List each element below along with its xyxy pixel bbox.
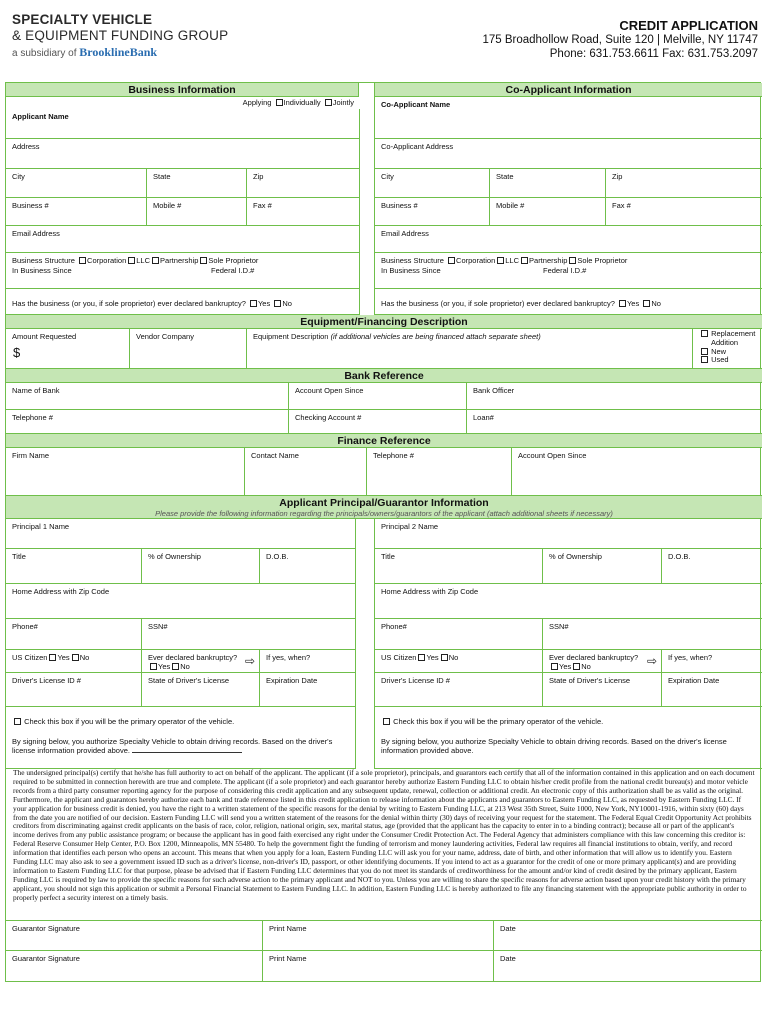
principal1-operator-checkbox[interactable]: [14, 718, 21, 725]
applicant-name-field[interactable]: [6, 109, 360, 139]
principal2-citizen-no-checkbox[interactable]: [441, 654, 448, 661]
zip-label: Zip: [253, 172, 264, 181]
used-checkbox[interactable]: [701, 356, 708, 363]
date-1-label: Date: [500, 924, 516, 933]
partnership-label: Partnership: [160, 256, 199, 265]
fax-label: Fax #: [253, 201, 272, 210]
principal1-ownership-field[interactable]: [142, 549, 260, 584]
coapplicant-email-field[interactable]: [374, 226, 762, 253]
principal1-expiration-field[interactable]: [260, 673, 356, 707]
loan-field[interactable]: [467, 410, 762, 434]
bank-name-field[interactable]: [6, 383, 289, 410]
principal1-authorize-line1: By signing below, you authorize Specialty Vehicle to obtain driving records. Based on the driver's: [12, 737, 333, 746]
principal2-bankrupt-yes: Yes: [559, 662, 572, 671]
principal1-ssn-field[interactable]: [142, 619, 356, 650]
principal1-expiration-label: Expiration Date: [266, 676, 318, 685]
principal2-authorization: [374, 707, 762, 769]
zip-field[interactable]: [247, 169, 360, 198]
coapplicant-state-field[interactable]: [490, 169, 606, 198]
principal2-authorize-line2: information provided above.: [381, 746, 474, 755]
logo-line2: & EQUIPMENT FUNDING GROUP: [12, 28, 229, 43]
principal1-signature-line[interactable]: [132, 746, 242, 753]
coapplicant-bankruptcy-text: Has the business (or you, if sole proprietor) ever declared bankruptcy?: [381, 299, 615, 308]
bank-officer-field[interactable]: [467, 383, 762, 410]
equipment-description-note: (if additional vehicles are being financed attach separate sheet): [330, 332, 541, 341]
coapplicant-in-business-since-label: In Business Since: [381, 266, 441, 275]
guarantor-signature-2-label: Guarantor Signature: [12, 954, 80, 963]
coapplicant-address-label: Co-Applicant Address: [381, 142, 454, 151]
coapplicant-structure-label: Business Structure: [381, 256, 444, 265]
bankruptcy-no-label: No: [282, 299, 292, 308]
principal1-license-label: Driver's License ID #: [12, 676, 81, 685]
state-field[interactable]: [147, 169, 247, 198]
print-name-1-label: Print Name: [269, 924, 307, 933]
principal1-bankrupt-label: Ever declared bankruptcy?: [148, 653, 238, 662]
logo-subsidiary: [12, 45, 157, 60]
coapplicant-bankruptcy-question: [374, 289, 762, 315]
coapplicant-sole-proprietor-label: Sole Proprietor: [577, 256, 628, 265]
principal1-authorization: [6, 707, 356, 769]
principal2-authorize-line1: By signing below, you authorize Specialty Vehicle to obtain driving records. Based on the driver's license: [381, 737, 727, 746]
principal1-ownership-label: % of Ownership: [148, 552, 201, 561]
checking-account-field[interactable]: [289, 410, 467, 434]
principal2-state-license-field[interactable]: [543, 673, 662, 707]
applying-options: [243, 98, 354, 107]
principal1-title-label: Title: [12, 552, 26, 561]
print-name-1-field[interactable]: [263, 921, 494, 951]
partnership-checkbox[interactable]: [152, 257, 159, 264]
principal1-if-yes-field[interactable]: [260, 650, 356, 673]
principal1-dob-label: D.O.B.: [266, 552, 289, 561]
finance-open-since-field[interactable]: [512, 448, 762, 496]
legal-disclosure: The undersigned principal(s) certify that he/she has full authority to act on behalf of the applicant. The applicant (if a sole proprietor), principals, and guarantors each certify that all of the information contained in this application and on each document required to be submitted in connection herewith are true and complete. The applicant (if a sole proprietor) and each guarantor hereby authorize Eastern Funding LLC to obtain his/her credit profile from the national credit bureau(s) and motor vehicle records from a third party consumer reporting agency for the purpose of considering this credit application and any subsequent update, renewal, collection or additional credit. An electronic copy of this authorization shall be as valid as the original. Furthermore, the applicant and guarantors hereby authorize each bank and trade reference listed in this credit application to release information about the applicants and guarantors to Eastern Funding LLC, as requested by Eastern Funding LLC. If your application for business credit is denied, you have the right to a written statement of the specific reasons for the denial by writing to Eastern Funding LLC, at 213 West 35th Street, Suite 1000, New York, NY10001-1916, within sixty (60) days from the date you are notified of our decision. Eastern Funding LLC will send you a written statement of the reasons for the denial within thirty (30) days of receiving your request for the statement. The Federal Equal Credit Opportunity Act prohibits creditors from discriminating against credit applicants on the basis of race, color, religion, national origin, sex, marital status, age (provided that the applicant has the capacity to enter in to a binding contract); because all or part of the applicant's income derives from any public assistance program; or because the applicant has in good faith exercised any right under the Consumer Credit Protection Act. The Federal Agency that administers compliance with this law concerning this creditor is: Federal Reserve Consumer Help Center, P.O. Box 1200, Minneapolis, MN 55480. To help the government fight the funding of terrorism and money laundering activities, Federal law requires all financial institutions to obtain, verify, and record information that identifies each person who opens an account. This means that when you apply for a loan, Eastern Funding LLC will ask you for your name, address, date of birth, and other information that will allow us to identify you. Eastern Funding LLC may also ask to see a government issued ID such as a driver's license, non-driver's ID, passport, or other identifying documents. If you intend to act as a guarantor for the credit of one or more primary applicant(s) and are providing information to Eastern Funding LLC for that purpose, please be advised that if Eastern Funding LLC determines that you do not meet its standards of creditworthiness for the amount and/or kind of credit desired by the primary applicant, Eastern Funding LLC is required by law to provide the specific reasons for such adverse action to the primary applicant and NOT to you. Unless you are willing to share the specific reasons for adverse action based upon your credit history with the primary applicant, you should not sign this application or submit a Personal Financial Statement to Eastern Funding LLC. In addition, Eastern Funding LLC is hereby authorized to file any financing statement with the appropriate public authority in order to properly perfect a security interest on a timely basis.: [13, 768, 755, 902]
bank-telephone-label: Telephone #: [12, 413, 53, 422]
bankruptcy-question: [6, 289, 360, 315]
coapplicant-bankruptcy-no-checkbox[interactable]: [643, 300, 650, 307]
new-checkbox[interactable]: [701, 348, 708, 355]
principal2-citizen-yes: Yes: [426, 653, 439, 662]
city-field[interactable]: [6, 169, 147, 198]
coapplicant-corporation-label: Corporation: [456, 256, 496, 265]
principal1-state-license-field[interactable]: [142, 673, 260, 707]
principal1-bankrupt-no: No: [180, 662, 190, 671]
logo-line1: SPECIALTY VEHICLE: [12, 12, 153, 27]
principal1-citizen-no-checkbox[interactable]: [72, 654, 79, 661]
principal2-citizen-field: [374, 650, 543, 673]
used-label: Used: [711, 355, 729, 365]
coapplicant-structure-row: [381, 256, 762, 265]
principal1-home-field[interactable]: [6, 584, 356, 619]
principal2-home-label: Home Address with Zip Code: [381, 587, 479, 596]
principal1-dob-field[interactable]: [260, 549, 356, 584]
coapplicant-information-heading: Co-Applicant Information: [374, 83, 762, 97]
principal2-bankrupt-label: Ever declared bankruptcy?: [549, 653, 639, 662]
principal2-home-field[interactable]: [374, 584, 762, 619]
coapplicant-mobile-field[interactable]: [490, 198, 606, 226]
bankruptcy-yes-checkbox[interactable]: [250, 300, 257, 307]
principal1-phone-field[interactable]: [6, 619, 142, 650]
coapplicant-bankruptcy-yes-checkbox[interactable]: [619, 300, 626, 307]
principal2-if-yes-label: If yes, when?: [668, 653, 713, 662]
coapplicant-city-label: City: [381, 172, 394, 181]
principal1-home-label: Home Address with Zip Code: [12, 587, 110, 596]
fax-field[interactable]: [247, 198, 360, 226]
principal2-ownership-field[interactable]: [543, 549, 662, 584]
coapplicant-business-phone-field[interactable]: [374, 198, 490, 226]
principal2-state-license-label: State of Driver's License: [549, 676, 631, 685]
bank-open-since-label: Account Open Since: [295, 386, 364, 395]
email-label: Email Address: [12, 229, 60, 238]
business-phone-field[interactable]: [6, 198, 147, 226]
principal2-bankrupt-no: No: [581, 662, 591, 671]
contact-name-field[interactable]: [245, 448, 367, 496]
address-label: Address: [12, 142, 40, 151]
mobile-label: Mobile #: [153, 201, 182, 210]
principal2-citizen-no: No: [448, 653, 459, 662]
principal1-authorize-line2: license information provided above.: [12, 746, 130, 755]
dollar-sign: $: [13, 345, 21, 360]
bankruptcy-question-text: Has the business (or you, if sole proprietor) ever declared bankruptcy?: [12, 299, 246, 308]
individually-checkbox[interactable]: [276, 99, 283, 106]
coapplicant-email-label: Email Address: [381, 229, 429, 238]
principal1-citizen-no: No: [79, 653, 90, 662]
principal2-phone-field[interactable]: [374, 619, 543, 650]
principal2-license-field[interactable]: [374, 673, 543, 707]
coapplicant-business-phone-label: Business #: [381, 201, 418, 210]
principal1-name-field[interactable]: [6, 519, 356, 549]
guarantor-signature-1-field[interactable]: [6, 921, 263, 951]
principal2-expiration-label: Expiration Date: [668, 676, 720, 685]
date-2-label: Date: [500, 954, 516, 963]
vendor-company-field[interactable]: [130, 329, 247, 369]
coapplicant-llc-checkbox[interactable]: [497, 257, 504, 264]
coapplicant-fax-field[interactable]: [606, 198, 762, 226]
email-field[interactable]: [6, 226, 360, 253]
individually-label: Individually: [283, 98, 321, 107]
principal2-title-field[interactable]: [374, 549, 543, 584]
coapplicant-bankruptcy-no-label: No: [651, 299, 661, 308]
principal2-operator-label: Check this box if you will be the primary operator of the vehicle.: [393, 717, 604, 726]
applying-label: Applying: [242, 98, 272, 107]
principal1-bankrupt-no-checkbox[interactable]: [172, 663, 179, 670]
coapplicant-name-label: Co-Applicant Name: [381, 100, 451, 109]
equipment-description-field[interactable]: [247, 329, 693, 369]
principal1-citizen-field: [6, 650, 142, 673]
business-phone-label: Business #: [12, 201, 49, 210]
principal1-phone-label: Phone#: [12, 622, 38, 631]
sole-proprietor-checkbox[interactable]: [200, 257, 207, 264]
principal1-state-license-label: State of Driver's License: [148, 676, 230, 685]
equipment-options: [693, 329, 762, 369]
principal1-citizen-label: US Citizen: [12, 653, 48, 662]
brookline-bank-logo: BrooklineBank: [79, 45, 158, 59]
bank-telephone-field[interactable]: [6, 410, 289, 434]
finance-telephone-field[interactable]: [367, 448, 512, 496]
replacement-checkbox[interactable]: [701, 330, 708, 337]
vendor-company-label: Vendor Company: [136, 332, 194, 341]
bankruptcy-no-checkbox[interactable]: [274, 300, 281, 307]
coapplicant-corporation-checkbox[interactable]: [448, 257, 455, 264]
principal1-bankrupt-yes: Yes: [158, 662, 171, 671]
principal-subheading: Please provide the following information regarding the principals/owners/guarantors of the applicant (attach additional sheets if necessary): [6, 509, 762, 519]
coapplicant-information-section: [374, 83, 762, 315]
right-arrow-icon: ⇨: [244, 654, 255, 668]
mobile-field[interactable]: [147, 198, 247, 226]
coapplicant-partnership-checkbox[interactable]: [521, 257, 528, 264]
finance-reference-heading: Finance Reference: [6, 434, 762, 448]
corporation-label: Corporation: [87, 256, 127, 265]
firm-name-label: Firm Name: [12, 451, 50, 460]
equipment-description-label: Equipment Description: [253, 332, 329, 341]
date-1-field[interactable]: [494, 921, 762, 951]
amount-requested-label: Amount Requested: [12, 332, 77, 341]
principal1-license-field[interactable]: [6, 673, 142, 707]
principal2-bankrupt-field: [543, 650, 662, 673]
coapplicant-state-label: State: [496, 172, 514, 181]
principal-heading: Applicant Principal/Guarantor Information: [6, 496, 762, 509]
principal1-citizen-yes-checkbox[interactable]: [49, 654, 56, 661]
page-header: [0, 0, 770, 80]
equipment-heading: Equipment/Financing Description: [6, 315, 762, 329]
amount-requested-field[interactable]: [6, 329, 130, 369]
coapplicant-name-field[interactable]: [374, 97, 762, 139]
contact-name-label: Contact Name: [251, 451, 299, 460]
principal2-citizen-label: US Citizen: [381, 653, 417, 662]
applicant-name-label: Applicant Name: [12, 112, 69, 121]
addition-label: Addition: [711, 337, 739, 347]
llc-label: LLC: [136, 256, 151, 265]
jointly-checkbox[interactable]: [325, 99, 332, 106]
principal1-citizen-yes: Yes: [57, 653, 70, 662]
principal2-name-label: Principal 2 Name: [381, 522, 439, 531]
date-2-field[interactable]: [494, 951, 762, 982]
replacement-label: Replacement: [711, 329, 756, 338]
bank-officer-label: Bank Officer: [473, 386, 515, 395]
principal2-bankrupt-no-checkbox[interactable]: [573, 663, 580, 670]
address-field[interactable]: [6, 139, 360, 169]
coapplicant-city-field[interactable]: [374, 169, 490, 198]
coapplicant-llc-label: LLC: [505, 256, 520, 265]
principal1-bankrupt-field: [142, 650, 260, 673]
business-structure-row: [12, 256, 359, 265]
form-title: CREDIT APPLICATION: [619, 18, 758, 33]
print-name-2-label: Print Name: [269, 954, 307, 963]
principal1-bankrupt-yes-checkbox[interactable]: [150, 663, 157, 670]
principal2-citizen-yes-checkbox[interactable]: [418, 654, 425, 661]
checking-account-label: Checking Account #: [295, 413, 362, 422]
new-label: New: [711, 346, 727, 356]
coapplicant-fax-label: Fax #: [612, 201, 631, 210]
coapplicant-address-field[interactable]: [374, 139, 762, 169]
loan-label: Loan#: [473, 413, 494, 422]
coapplicant-mobile-label: Mobile #: [496, 201, 525, 210]
principal2-bankrupt-yes-checkbox[interactable]: [551, 663, 558, 670]
coapplicant-zip-label: Zip: [612, 172, 623, 181]
print-name-2-field[interactable]: [263, 951, 494, 982]
credit-application-form: [5, 82, 761, 982]
in-business-since-label: In Business Since: [12, 266, 72, 275]
principal2-phone-label: Phone#: [381, 622, 407, 631]
principal2-dob-label: D.O.B.: [668, 552, 691, 561]
finance-open-since-label: Account Open Since: [518, 451, 587, 460]
coapplicant-zip-field[interactable]: [606, 169, 762, 198]
principal2-name-field[interactable]: [374, 519, 762, 549]
company-phone: Phone: 631.753.6611 Fax: 631.753.2097: [549, 48, 758, 60]
coapplicant-partnership-label: Partnership: [529, 256, 568, 265]
principal1-operator-label: Check this box if you will be the primary operator of the vehicle.: [24, 717, 235, 726]
bankruptcy-yes-label: Yes: [257, 299, 271, 308]
principal2-expiration-field[interactable]: [662, 673, 762, 707]
guarantor-signature-2-field[interactable]: [6, 951, 263, 982]
bank-reference-heading: Bank Reference: [6, 369, 762, 383]
federal-id-label: Federal I.D.#: [211, 266, 255, 275]
principal1-title-field[interactable]: [6, 549, 142, 584]
principal1-if-yes-label: If yes, when?: [266, 653, 311, 662]
coapplicant-sole-proprietor-checkbox[interactable]: [569, 257, 576, 264]
bank-name-label: Name of Bank: [12, 386, 60, 395]
principal2-ssn-label: SSN#: [549, 622, 569, 631]
firm-name-field[interactable]: [6, 448, 245, 496]
principal2-ownership-label: % of Ownership: [549, 552, 602, 561]
company-address: 175 Broadhollow Road, Suite 120 | Melville, NY 11747: [482, 34, 758, 46]
guarantor-signature-1-label: Guarantor Signature: [12, 924, 80, 933]
business-structure-field: [6, 253, 360, 289]
principal2-title-label: Title: [381, 552, 395, 561]
business-structure-label: Business Structure: [12, 256, 75, 265]
principal2-operator-checkbox[interactable]: [383, 718, 390, 725]
logo-subsidiary-text: a subsidiary of: [12, 48, 77, 59]
principal1-name-label: Principal 1 Name: [12, 522, 70, 531]
principal2-license-label: Driver's License ID #: [381, 676, 450, 685]
coapplicant-bankruptcy-yes-label: Yes: [626, 299, 640, 308]
finance-telephone-label: Telephone #: [373, 451, 414, 460]
bank-open-since-field[interactable]: [289, 383, 467, 410]
principal2-if-yes-field[interactable]: [662, 650, 762, 673]
coapplicant-federal-id-label: Federal I.D.#: [543, 266, 587, 275]
corporation-checkbox[interactable]: [79, 257, 86, 264]
city-label: City: [12, 172, 25, 181]
state-label: State: [153, 172, 171, 181]
principal1-ssn-label: SSN#: [148, 622, 168, 631]
jointly-label: Jointly: [332, 98, 354, 107]
business-information-heading: Business Information: [6, 83, 359, 97]
llc-checkbox[interactable]: [128, 257, 135, 264]
right-arrow-icon: ⇨: [646, 654, 657, 668]
sole-proprietor-label: Sole Proprietor: [208, 256, 259, 265]
business-information-section: [6, 83, 360, 315]
principal2-dob-field[interactable]: [662, 549, 762, 584]
principal2-ssn-field[interactable]: [543, 619, 762, 650]
coapplicant-structure-field: [374, 253, 762, 289]
